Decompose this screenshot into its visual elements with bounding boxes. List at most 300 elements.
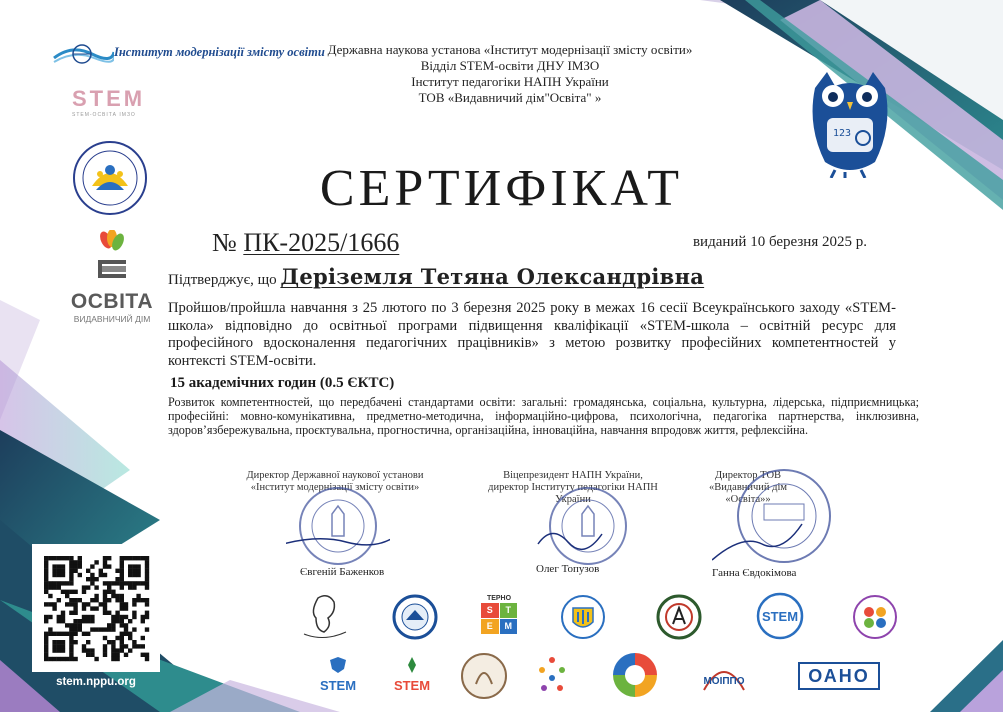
stem-logo-text: STEM	[72, 86, 146, 111]
qr-module	[69, 560, 73, 564]
qr-module	[136, 569, 140, 573]
issuer-line: Відділ STEM-освіти ДНУ ІМЗО	[420, 58, 600, 73]
qr-module	[107, 627, 111, 631]
qr-module	[120, 644, 124, 648]
qr-module	[57, 644, 61, 648]
qr-module	[90, 573, 94, 577]
qr-module	[111, 619, 115, 623]
qr-module	[107, 623, 111, 627]
certificate-title: СЕРТИФІКАТ	[319, 160, 684, 217]
qr-module	[111, 590, 115, 594]
qr-module	[61, 640, 65, 644]
qr-module	[141, 653, 145, 657]
qr-module	[145, 598, 149, 602]
qr-module	[69, 556, 73, 560]
qr-module	[120, 636, 124, 640]
qr-module	[69, 657, 73, 661]
qr-module	[44, 636, 48, 640]
qr-module	[73, 627, 77, 631]
qr-module	[73, 640, 77, 644]
qr-module	[107, 581, 111, 585]
qr-module	[141, 615, 145, 619]
qr-module	[57, 632, 61, 636]
qr-module	[124, 653, 128, 657]
qr-module	[82, 648, 86, 652]
course-description: Пройшов/пройшла навчання з 25 лютого по 3 березня 2025 року в межах 16 сесії Всеукраїнського заходу «STEM-школа» відповідно до освітньої програми підвищення кваліфікації «STEM-школа – освітній ресурс для професійного вдосконалення педагогічних працівників» з метою розвитку професійних компетентностей у контексті STEM-освіти.	[168, 300, 896, 369]
qr-module	[69, 623, 73, 627]
signature-role-1: Директор Державної наукової установи «Інститут модернізації змісту освіти»	[246, 470, 424, 493]
qr-module	[107, 556, 111, 560]
colorful-school-seal-icon	[852, 594, 898, 640]
qr-module	[103, 581, 107, 585]
qr-module	[128, 573, 132, 577]
qr-module	[132, 564, 136, 568]
qr-module	[120, 619, 124, 623]
qr-module	[99, 627, 103, 631]
qr-module	[57, 573, 61, 577]
qr-module	[90, 627, 94, 631]
qr-module	[82, 590, 86, 594]
qr-module	[141, 598, 145, 602]
qr-module	[73, 619, 77, 623]
qr-module	[69, 636, 73, 640]
qr-module	[61, 590, 65, 594]
qr-module	[86, 619, 90, 623]
qr-module	[141, 636, 145, 640]
qr-module	[61, 564, 65, 568]
qr-module	[44, 560, 48, 564]
qr-module	[44, 590, 48, 594]
qr-module	[57, 564, 61, 568]
qr-module	[86, 653, 90, 657]
qr-module	[103, 636, 107, 640]
qr-module	[132, 611, 136, 615]
qr-module	[44, 556, 48, 560]
qr-module	[65, 602, 69, 606]
colorful-ring-icon	[610, 650, 660, 700]
issuer-header	[300, 42, 720, 106]
qr-module	[44, 615, 48, 619]
portrait-logo-icon	[296, 588, 354, 646]
qr-module	[90, 598, 94, 602]
qr-module	[86, 648, 90, 652]
certificate-number	[212, 228, 399, 258]
stem-circle-logo-icon	[756, 592, 804, 640]
issuer-line: ТОВ «Видавничий дім"Освіта" »	[418, 90, 602, 105]
qr-module	[141, 619, 145, 623]
qr-module	[111, 657, 115, 661]
qr-module	[44, 581, 48, 585]
qr-module	[61, 569, 65, 573]
qr-module	[61, 573, 65, 577]
qr-module	[120, 623, 124, 627]
qr-module	[132, 556, 136, 560]
qr-module	[120, 564, 124, 568]
qr-module	[120, 615, 124, 619]
qr-module	[44, 632, 48, 636]
qr-module	[44, 653, 48, 657]
stamp-2-icon	[532, 484, 642, 568]
qr-module	[103, 653, 107, 657]
qr-module	[115, 615, 119, 619]
qr-module	[65, 594, 69, 598]
qr-module	[69, 577, 73, 581]
qr-module	[90, 648, 94, 652]
qr-module	[52, 581, 56, 585]
qr-module	[124, 632, 128, 636]
qr-module	[78, 564, 82, 568]
qr-module	[86, 569, 90, 573]
qr-module	[44, 585, 48, 589]
osvita-logo-subtitle: ВИДАВНИЧИЙ ДІМ	[73, 314, 151, 324]
confirm-prefix: Підтверджує, що	[168, 272, 281, 288]
qr-module	[120, 632, 124, 636]
qr-module	[44, 569, 48, 573]
qr-module	[141, 581, 145, 585]
qr-module	[103, 573, 107, 577]
qr-module	[141, 556, 145, 560]
qr-module	[132, 627, 136, 631]
qr-module	[52, 644, 56, 648]
qr-module	[69, 632, 73, 636]
qr-module	[124, 644, 128, 648]
qr-module	[78, 598, 82, 602]
qr-module	[103, 560, 107, 564]
qr-module	[103, 598, 107, 602]
qr-module	[48, 602, 52, 606]
stamp-3-icon	[712, 464, 836, 568]
qr-module	[132, 640, 136, 644]
qr-module	[145, 602, 149, 606]
qr-module	[90, 564, 94, 568]
qr-code-icon[interactable]	[32, 544, 160, 672]
qr-module	[120, 577, 124, 581]
qr-module	[78, 627, 82, 631]
qr-module	[78, 573, 82, 577]
qr-module	[94, 560, 98, 564]
qr-module	[61, 619, 65, 623]
tehno-letter: S	[481, 603, 499, 618]
tehno-letter: E	[481, 619, 499, 634]
qr-module	[115, 636, 119, 640]
qr-module	[145, 573, 149, 577]
qr-module	[44, 564, 48, 568]
qr-module	[115, 569, 119, 573]
qr-module	[61, 556, 65, 560]
qr-module	[52, 640, 56, 644]
qr-module	[61, 648, 65, 652]
qr-module	[111, 644, 115, 648]
qr-module	[69, 573, 73, 577]
imzo-logo	[52, 42, 325, 66]
qr-module	[115, 611, 119, 615]
qr-module	[120, 594, 124, 598]
osvita-leaf-book-icon	[92, 230, 132, 288]
qr-module	[61, 644, 65, 648]
qr-module	[61, 632, 65, 636]
stem-bukovyna-logo	[392, 656, 432, 696]
confirmation-line	[168, 264, 704, 289]
qr-module	[48, 657, 52, 661]
qr-module	[90, 606, 94, 610]
qr-module	[65, 632, 69, 636]
qr-module	[73, 598, 77, 602]
qr-module	[136, 644, 140, 648]
qr-module	[69, 590, 73, 594]
academy-seal-icon	[656, 594, 702, 640]
qr-module	[99, 569, 103, 573]
qr-module	[124, 556, 128, 560]
qr-module	[107, 598, 111, 602]
qr-module	[103, 627, 107, 631]
qr-module	[48, 556, 52, 560]
qr-module	[44, 602, 48, 606]
qr-module	[82, 632, 86, 636]
svg-text:STEM: STEM	[761, 609, 799, 624]
qr-module	[73, 657, 77, 661]
qr-module	[73, 623, 77, 627]
qr-module	[120, 648, 124, 652]
qr-module	[73, 632, 77, 636]
qr-module	[61, 657, 65, 661]
qr-module	[132, 569, 136, 573]
qr-module	[52, 657, 56, 661]
issuer-line: Державна наукова установа «Інститут модернізації змісту освіти»	[327, 42, 693, 57]
imzo-logo-text: Інститут модернізації змісту освіти	[114, 45, 325, 59]
qr-module	[145, 577, 149, 581]
qr-module	[48, 627, 52, 631]
qr-module	[86, 577, 90, 581]
qr-module	[145, 556, 149, 560]
oano-label: ОАНО	[808, 666, 870, 686]
qr-module	[52, 556, 56, 560]
qr-module	[128, 564, 132, 568]
qr-module	[52, 606, 56, 610]
qr-module	[99, 573, 103, 577]
qr-module	[120, 598, 124, 602]
qr-module	[69, 627, 73, 631]
qr-module	[65, 623, 69, 627]
signature-role-2: Віцепрезидент НАПН України, директор Інституту педагогіки НАПН України	[488, 470, 658, 505]
qr-module	[73, 569, 77, 573]
qr-module	[57, 598, 61, 602]
qr-module	[132, 581, 136, 585]
stem-logo-subtitle: STEM-ОСВІТА ІМЗО	[72, 112, 136, 118]
qr-module	[57, 569, 61, 573]
ukraine-trident-seal-icon	[560, 594, 606, 640]
qr-module	[103, 644, 107, 648]
qr-module	[52, 569, 56, 573]
qr-module	[69, 569, 73, 573]
qr-module	[136, 564, 140, 568]
qr-module	[111, 648, 115, 652]
qr-module	[73, 564, 77, 568]
qr-module	[120, 640, 124, 644]
qr-module	[73, 590, 77, 594]
qr-module	[57, 615, 61, 619]
qr-url[interactable]: stem.nppu.org	[56, 676, 136, 688]
qr-module	[82, 615, 86, 619]
qr-module	[136, 573, 140, 577]
qr-module	[99, 602, 103, 606]
qr-module	[115, 598, 119, 602]
qr-module	[136, 598, 140, 602]
qr-module	[128, 585, 132, 589]
qr-module	[57, 581, 61, 585]
qr-module	[94, 657, 98, 661]
qr-module	[111, 615, 115, 619]
qr-module	[94, 627, 98, 631]
qr-module	[57, 585, 61, 589]
qr-module	[115, 657, 119, 661]
stem-small-label: STEM	[319, 678, 357, 693]
university-seal-icon	[392, 594, 438, 640]
qr-module	[52, 632, 56, 636]
tehno-letter: T	[500, 603, 518, 618]
qr-module	[90, 615, 94, 619]
qr-module	[86, 602, 90, 606]
qr-module	[86, 640, 90, 644]
qr-module	[65, 590, 69, 594]
qr-module	[90, 653, 94, 657]
issue-date: виданий 10 березня 2025 р.	[692, 234, 867, 250]
qr-module	[90, 619, 94, 623]
qr-module	[120, 585, 124, 589]
qr-module	[57, 648, 61, 652]
qr-module	[145, 657, 149, 661]
qr-module	[128, 632, 132, 636]
moippo-label: МОІППО	[703, 676, 745, 687]
qr-module	[145, 564, 149, 568]
qr-module	[111, 640, 115, 644]
qr-module	[145, 611, 149, 615]
qr-module	[103, 556, 107, 560]
qr-module	[48, 594, 52, 598]
qr-module	[145, 615, 149, 619]
qr-module	[103, 606, 107, 610]
qr-module	[120, 560, 124, 564]
qr-module	[107, 585, 111, 589]
qr-module	[86, 632, 90, 636]
signatory-name-1: Євгеній Баженков	[300, 566, 385, 578]
qr-module	[73, 606, 77, 610]
qr-module	[78, 619, 82, 623]
qr-module	[111, 653, 115, 657]
qr-module	[128, 556, 132, 560]
shield-icon	[329, 656, 347, 674]
qr-module	[52, 585, 56, 589]
qr-module	[124, 623, 128, 627]
qr-module	[86, 585, 90, 589]
qr-module	[132, 573, 136, 577]
qr-module	[44, 640, 48, 644]
signatory-name-2: Олег Топузов	[536, 563, 600, 575]
qr-module	[107, 611, 111, 615]
qr-module	[94, 598, 98, 602]
moippo-arch-icon	[700, 658, 748, 694]
qr-module	[120, 606, 124, 610]
qr-module	[44, 619, 48, 623]
qr-module	[120, 569, 124, 573]
qr-module	[103, 594, 107, 598]
qr-module	[78, 556, 82, 560]
qr-module	[52, 602, 56, 606]
qr-module	[145, 581, 149, 585]
qr-module	[69, 602, 73, 606]
qr-module	[94, 577, 98, 581]
qr-module	[73, 602, 77, 606]
qr-module	[103, 648, 107, 652]
qr-module	[120, 581, 124, 585]
qr-module	[48, 585, 52, 589]
tehno-label: ТЕРНО	[486, 595, 512, 602]
globe-wave-icon	[52, 42, 114, 66]
qr-module	[44, 657, 48, 661]
qr-module	[82, 619, 86, 623]
qr-module	[132, 644, 136, 648]
qr-module	[132, 615, 136, 619]
qr-module	[69, 640, 73, 644]
qr-module	[82, 606, 86, 610]
qr-module	[128, 619, 132, 623]
qr-module	[82, 602, 86, 606]
qr-module	[69, 598, 73, 602]
qr-module	[145, 560, 149, 564]
qr-module	[132, 585, 136, 589]
qr-module	[128, 569, 132, 573]
qr-module	[90, 577, 94, 581]
qr-code-box[interactable]	[32, 544, 160, 672]
qr-module	[124, 606, 128, 610]
qr-module	[73, 560, 77, 564]
number-value: ПК-2025/1666	[243, 228, 400, 257]
qr-module	[124, 602, 128, 606]
qr-module	[52, 648, 56, 652]
stem-logo	[72, 86, 162, 120]
dots-network-icon	[532, 652, 572, 700]
qr-module	[65, 556, 69, 560]
qr-module	[124, 615, 128, 619]
qr-module	[103, 611, 107, 615]
qr-module	[65, 657, 69, 661]
qr-module	[107, 640, 111, 644]
qr-module	[145, 585, 149, 589]
qr-module	[94, 594, 98, 598]
competences-text: Розвиток компетентностей, що передбачені стандартами освіти: загальні: громадянська, соціальна, культурна, лідерська, підприємницька; професійні: мовно-комунікативна, предметно-методична, інформаційно-цифрова, психологічна, педагогіка партнерства, інклюзивна, здоров’язбережувальна, проєктувальна, прогностична, організаційна, інноваційна, навчання впродовж життя, рефлексійна.	[168, 395, 919, 437]
qr-module	[90, 581, 94, 585]
qr-module	[44, 573, 48, 577]
qr-module	[48, 615, 52, 619]
qr-module	[120, 573, 124, 577]
qr-module	[111, 594, 115, 598]
qr-module	[145, 653, 149, 657]
qr-module	[73, 611, 77, 615]
issuer-line: Інститут педагогіки НАПН України	[411, 74, 609, 89]
qr-module	[78, 623, 82, 627]
qr-module	[44, 644, 48, 648]
qr-module	[107, 590, 111, 594]
qr-module	[69, 564, 73, 568]
svg-text:123: 123	[833, 128, 852, 139]
qr-module	[78, 560, 82, 564]
qr-module	[141, 644, 145, 648]
qr-module	[61, 615, 65, 619]
tehno-stem-logo	[478, 595, 520, 637]
qr-module	[111, 627, 115, 631]
qr-module	[132, 602, 136, 606]
qr-module	[103, 590, 107, 594]
stem-small-logo	[318, 656, 358, 696]
